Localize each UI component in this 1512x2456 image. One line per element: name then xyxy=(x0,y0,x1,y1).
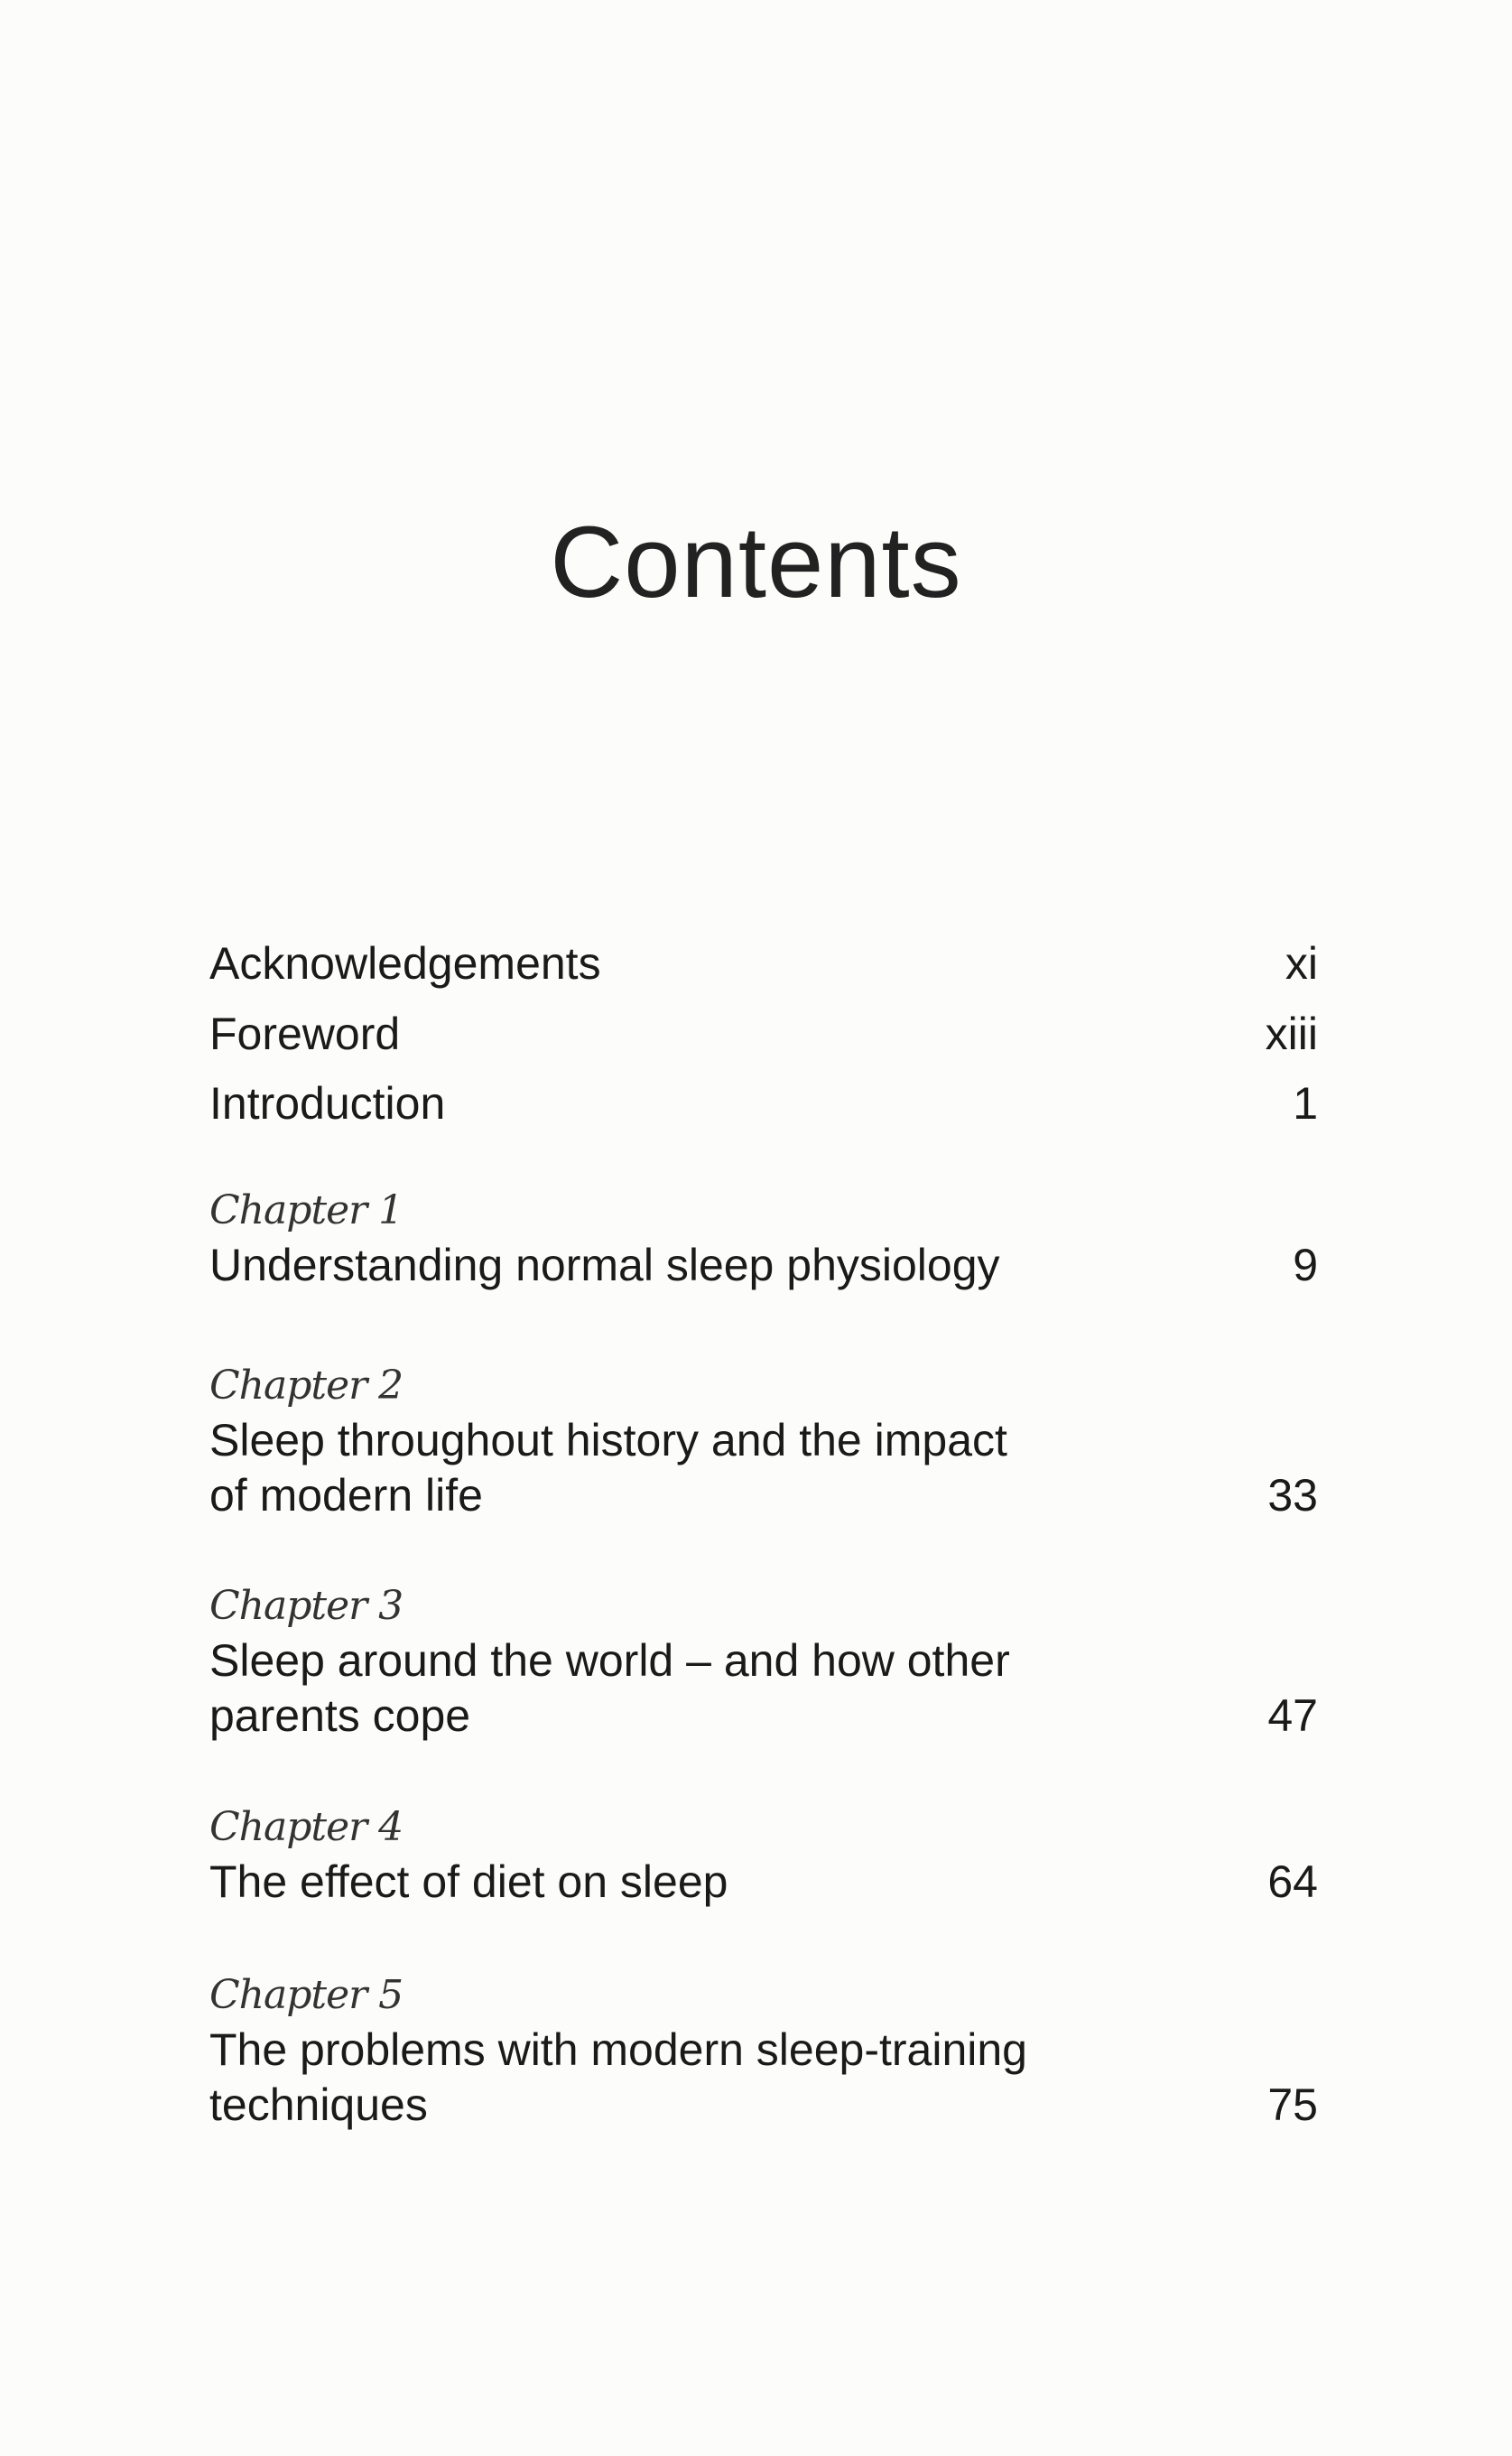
page-number: 47 xyxy=(1267,1690,1318,1741)
entry-title: Foreword xyxy=(209,1009,401,1059)
page-number: 1 xyxy=(1293,1078,1318,1129)
page-number: xi xyxy=(1285,938,1318,989)
toc-entry-foreword[interactable] xyxy=(209,1007,1318,1062)
page-number: 9 xyxy=(1293,1240,1318,1290)
page-number: 75 xyxy=(1267,2079,1318,2130)
toc-entry-chapter-2[interactable] xyxy=(209,1358,1318,1523)
page-number: 33 xyxy=(1267,1470,1318,1521)
entry-title: The effect of diet on sleep xyxy=(209,1856,728,1907)
entry-title: Sleep around the world – and how other parents cope xyxy=(209,1635,1010,1741)
page-title: Contents xyxy=(550,506,962,619)
entry-title: Sleep throughout history and the impact of modern life xyxy=(209,1415,1007,1521)
chapter-label: Chapter 1 xyxy=(209,1187,404,1233)
chapter-label: Chapter 3 xyxy=(209,1583,404,1629)
entry-title: The problems with modern sleep-training techniques xyxy=(209,2024,1027,2130)
toc-entry-chapter-3[interactable] xyxy=(209,1578,1318,1744)
toc-entry-chapter-5[interactable] xyxy=(209,1968,1318,2133)
toc-entry-acknowledgements[interactable] xyxy=(209,936,1318,991)
chapter-label: Chapter 5 xyxy=(209,1972,404,2018)
page-number: xiii xyxy=(1265,1009,1318,1059)
toc-entry-introduction[interactable] xyxy=(209,1076,1318,1131)
entry-title: Understanding normal sleep physiology xyxy=(209,1240,1000,1290)
toc-entry-chapter-1[interactable] xyxy=(209,1183,1318,1293)
page-number: 64 xyxy=(1267,1856,1318,1907)
entry-title: Acknowledgements xyxy=(209,938,601,989)
toc-entry-chapter-4[interactable] xyxy=(209,1800,1318,1910)
entry-title: Introduction xyxy=(209,1078,446,1129)
chapter-label: Chapter 2 xyxy=(209,1363,404,1409)
chapter-label: Chapter 4 xyxy=(209,1804,404,1850)
